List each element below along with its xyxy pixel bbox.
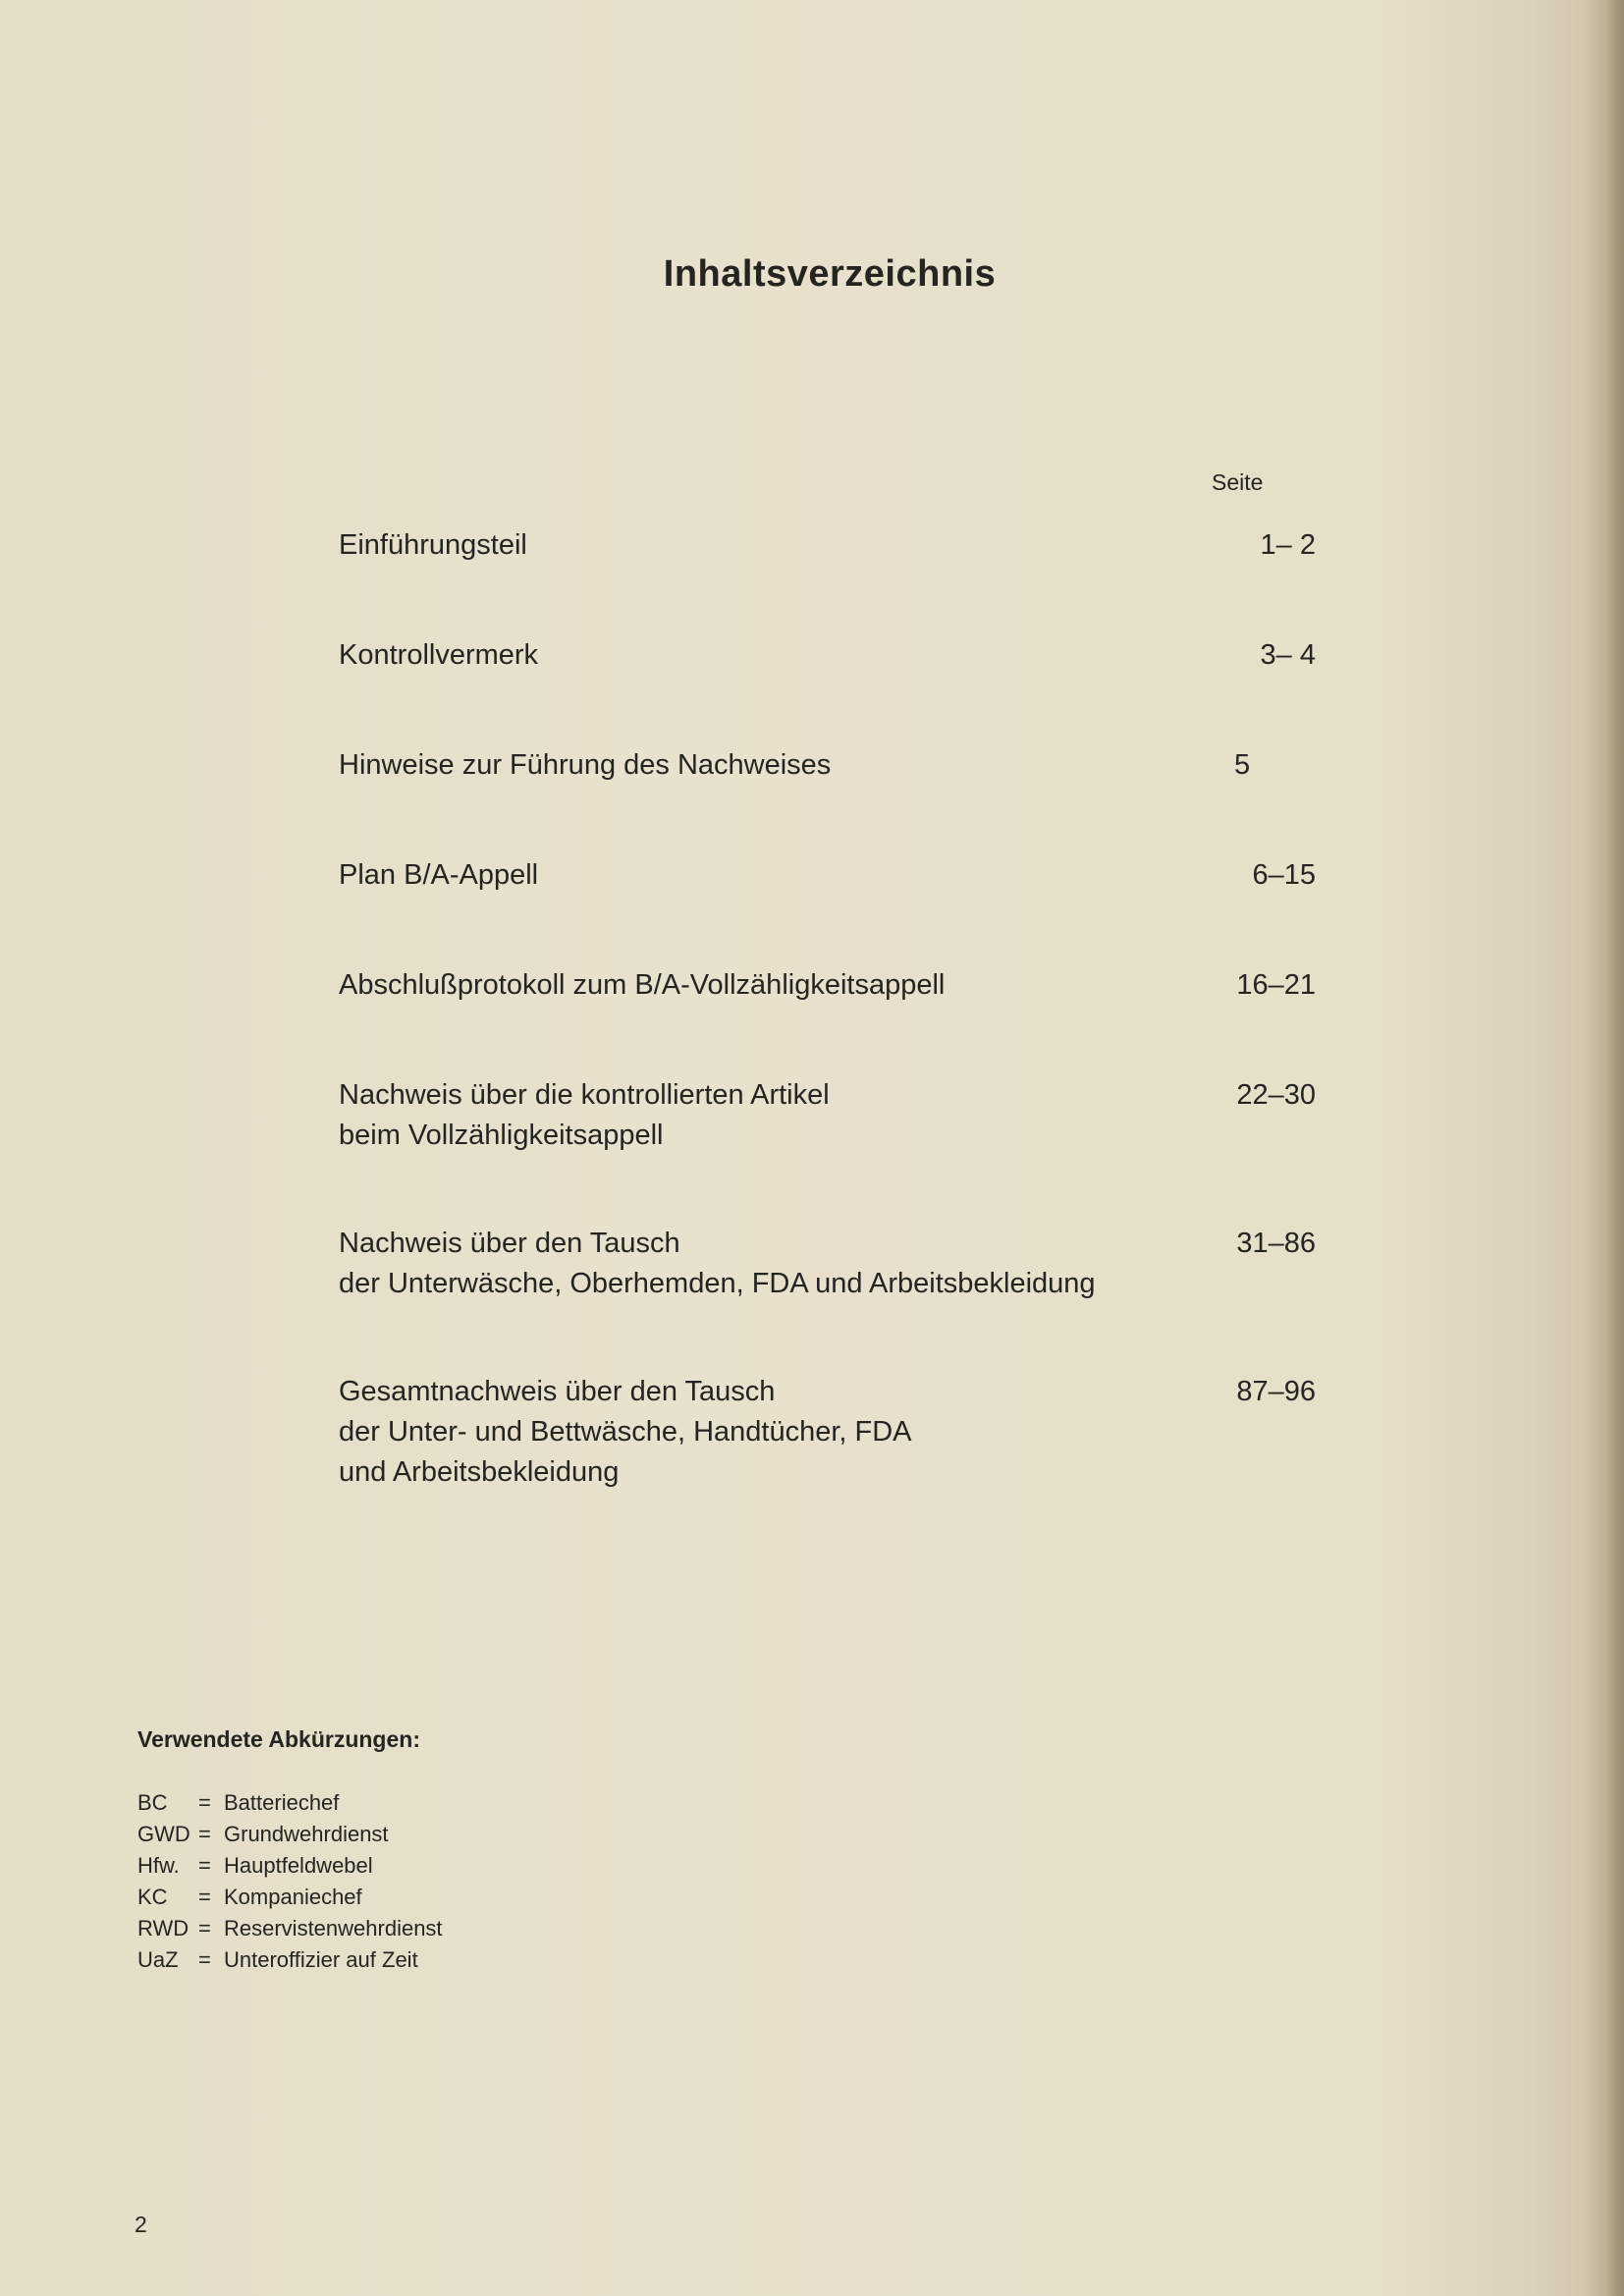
abbreviation-key: RWD — [137, 1916, 189, 1941]
abbreviation-item — [137, 1944, 443, 1976]
toc-entry-pages: 22–30 — [1236, 1079, 1316, 1111]
abbreviation-key: Hfw. — [137, 1853, 180, 1878]
abbreviation-item — [137, 1850, 443, 1882]
abbreviation-key: GWD — [137, 1822, 190, 1846]
toc-entry-pages: 87–96 — [1236, 1376, 1316, 1407]
abbreviation-equals: = — [198, 1885, 211, 1909]
toc-entry-text: Kontrollvermerk — [339, 639, 539, 671]
abbreviations-list — [137, 1787, 443, 1976]
page-column-label: Seite — [1212, 469, 1264, 495]
abbreviation-item — [137, 1819, 443, 1850]
abbreviation-key: KC — [137, 1885, 168, 1909]
abbreviation-item — [137, 1787, 443, 1819]
toc-entry-pages: 31–86 — [1236, 1228, 1316, 1259]
abbreviation-equals: = — [198, 1790, 211, 1815]
toc-entry-pages: 16–21 — [1236, 969, 1316, 1001]
abbreviation-item — [137, 1913, 443, 1944]
toc-entry-pages: 5 — [1234, 749, 1251, 781]
toc-entry-text: Hinweise zur Führung des Nachweises — [339, 749, 832, 781]
abbreviation-meaning: Reservistenwehrdienst — [224, 1916, 443, 1941]
abbreviation-equals: = — [198, 1853, 211, 1878]
abbreviations-heading: Verwendete Abkürzungen: — [137, 1726, 420, 1752]
toc-entry-pages: 3– 4 — [1260, 639, 1316, 671]
abbreviation-meaning: Grundwehrdienst — [224, 1822, 389, 1846]
toc-entry-pages: 1– 2 — [1260, 529, 1316, 561]
toc-entry-text: Einführungsteil — [339, 529, 527, 561]
abbreviation-equals: = — [198, 1916, 211, 1941]
abbreviation-meaning: Unteroffizier auf Zeit — [224, 1947, 418, 1972]
toc-entry-text: Nachweis über den Tausch der Unterwäsche, Oberhemden, FDA und Arbeitsbekleidung — [339, 1228, 1096, 1299]
page-number: 2 — [135, 2212, 147, 2237]
abbreviation-equals: = — [198, 1947, 211, 1972]
page-edge-shadow — [1585, 0, 1624, 2296]
toc-entry-text: Abschlußprotokoll zum B/A-Vollzähligkeitsappell — [339, 969, 946, 1001]
abbreviation-meaning: Kompaniechef — [224, 1885, 362, 1909]
toc-entry-pages: 6–15 — [1252, 859, 1316, 891]
abbreviation-key: UaZ — [137, 1947, 179, 1972]
toc-entry-text: Plan B/A-Appell — [339, 859, 539, 891]
page-title: Inhaltsverzeichnis — [663, 253, 997, 295]
toc-entry-text: Gesamtnachweis über den Tausch der Unter- und Bettwäsche, Handtücher, FDA und Arbeitsbekleidung — [339, 1376, 912, 1488]
abbreviation-meaning: Hauptfeldwebel — [224, 1853, 373, 1878]
abbreviation-meaning: Batteriechef — [224, 1790, 340, 1815]
abbreviation-equals: = — [198, 1822, 211, 1846]
toc-entry-text: Nachweis über die kontrollierten Artikel beim Vollzähligkeitsappell — [339, 1079, 830, 1151]
abbreviation-item — [137, 1882, 443, 1913]
abbreviation-key: BC — [137, 1790, 168, 1815]
